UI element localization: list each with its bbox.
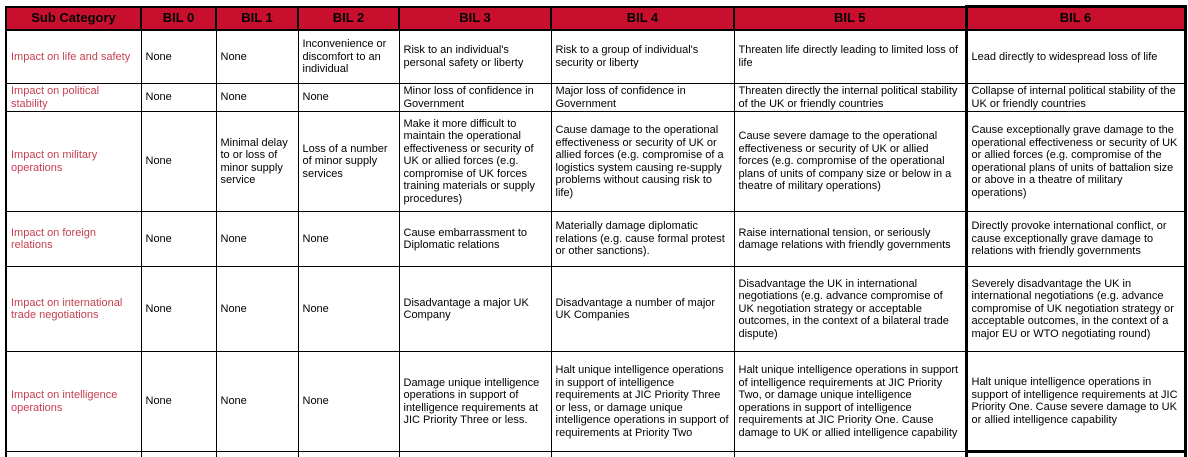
sliver-cell (298, 452, 399, 457)
row-label-life-and-safety: Impact on life and safety (6, 30, 141, 84)
bil-impact-table (5, 5, 1187, 457)
cell-military-bil5: Cause severe damage to the operational effectiveness or security of UK or allied forces (e.g. compromise of the operational plans of units of company size or below in a theatre of military operations) (734, 112, 966, 212)
cell-intel-bil3: Damage unique intelligence operations in support of intelligence requirements at JIC Priority Three or less. (399, 352, 551, 452)
cell-foreign-bil5: Raise international tension, or seriously damage relations with friendly governments (734, 212, 966, 267)
cell-foreign-bil0: None (141, 212, 216, 267)
cell-foreign-bil3: Cause embarrassment to Diplomatic relations (399, 212, 551, 267)
cell-intel-bil4: Halt unique intelligence operations in support of intelligence requirements at JIC Priority Three or less, or damage unique intelligence operations in support of requirements at Priority Two (551, 352, 734, 452)
row-label-military-operations: Impact on military operations (6, 112, 141, 212)
cell-military-bil3: Make it more difficult to maintain the operational effectiveness or security of UK or allied forces (e.g. compromise of UK forces training materials or supply procedures) (399, 112, 551, 212)
cell-trade-bil5: Disadvantage the UK in international negotiations (e.g. advance compromise of UK negotiation strategy or acceptable outcomes, in the context of a bilateral trade dispute) (734, 267, 966, 352)
table-row-cutoff-sliver (6, 452, 1185, 457)
table-row-trade-negotiations (6, 267, 1185, 352)
cell-military-bil6: Cause exceptionally grave damage to the operational effectiveness or security of UK or allied forces (e.g. compromise of the operational plans of units of battalion size or above in a theatre of military operations) (966, 112, 1185, 212)
column-header-bil-5: BIL 5 (734, 7, 966, 30)
cell-political-bil3: Minor loss of confidence in Government (399, 84, 551, 112)
column-header-bil-0: BIL 0 (141, 7, 216, 30)
cell-life-safety-bil1: None (216, 30, 298, 84)
cell-military-bil2: Loss of a number of minor supply services (298, 112, 399, 212)
table-header-row (6, 7, 1185, 30)
cell-intel-bil1: None (216, 352, 298, 452)
cell-political-bil2: None (298, 84, 399, 112)
sliver-cell (734, 452, 966, 457)
table-row-military-operations (6, 112, 1185, 212)
cell-life-safety-bil3: Risk to an individual's personal safety or liberty (399, 30, 551, 84)
sliver-cell (216, 452, 298, 457)
column-header-sub-category: Sub Category (6, 7, 141, 30)
column-header-bil-4: BIL 4 (551, 7, 734, 30)
cell-trade-bil2: None (298, 267, 399, 352)
cell-intel-bil5: Halt unique intelligence operations in support of intelligence requirements at JIC Priority Two, or damage unique intelligence operations in support of intelligence requirements at JIC Priority One. Cause damage to UK or allied intelligence capability (734, 352, 966, 452)
cell-life-safety-bil5: Threaten life directly leading to limited loss of life (734, 30, 966, 84)
cell-trade-bil4: Disadvantage a number of major UK Companies (551, 267, 734, 352)
cell-foreign-bil4: Materially damage diplomatic relations (e.g. cause formal protest or other sanctions). (551, 212, 734, 267)
sliver-cell (966, 452, 1185, 457)
cell-trade-bil6: Severely disadvantage the UK in international negotiations (e.g. advance compromise of UK negotiation strategy or acceptable outcomes, in the context of a major EU or WTO negotiating round) (966, 267, 1185, 352)
row-label-foreign-relations: Impact on foreign relations (6, 212, 141, 267)
column-header-bil-3: BIL 3 (399, 7, 551, 30)
table-row-foreign-relations (6, 212, 1185, 267)
table-row-life-and-safety (6, 30, 1185, 84)
cell-political-bil6: Collapse of internal political stability of the UK or friendly countries (966, 84, 1185, 112)
cell-military-bil4: Cause damage to the operational effectiveness or security of UK or allied forces (e.g. compromise of a logistics system causing re-supply problems without causing risk to life) (551, 112, 734, 212)
cell-political-bil4: Major loss of confidence in Government (551, 84, 734, 112)
sliver-cell (551, 452, 734, 457)
table-row-intelligence-operations (6, 352, 1185, 452)
cell-life-safety-bil0: None (141, 30, 216, 84)
cell-military-bil1: Minimal delay to or loss of minor supply service (216, 112, 298, 212)
cell-trade-bil0: None (141, 267, 216, 352)
cell-political-bil1: None (216, 84, 298, 112)
cell-trade-bil3: Disadvantage a major UK Company (399, 267, 551, 352)
cell-life-safety-bil6: Lead directly to widespread loss of life (966, 30, 1185, 84)
cell-intel-bil2: None (298, 352, 399, 452)
cell-intel-bil6: Halt unique intelligence operations in support of intelligence requirements at JIC Priority One. Cause severe damage to UK or allied intelligence capability (966, 352, 1185, 452)
cell-foreign-bil1: None (216, 212, 298, 267)
cell-political-bil0: None (141, 84, 216, 112)
cell-life-safety-bil2: Inconvenience or discomfort to an individual (298, 30, 399, 84)
cell-political-bil5: Threaten directly the internal political stability of the UK or friendly countries (734, 84, 966, 112)
cell-trade-bil1: None (216, 267, 298, 352)
cell-foreign-bil6: Directly provoke international conflict, or cause exceptionally grave damage to relations with friendly governments (966, 212, 1185, 267)
cell-foreign-bil2: None (298, 212, 399, 267)
sliver-cell (6, 452, 141, 457)
sliver-cell (399, 452, 551, 457)
cell-intel-bil0: None (141, 352, 216, 452)
column-header-bil-2: BIL 2 (298, 7, 399, 30)
row-label-political-stability: Impact on political stability (6, 84, 141, 112)
column-header-bil-6: BIL 6 (966, 7, 1185, 30)
table-row-political-stability (6, 84, 1185, 112)
cell-military-bil0: None (141, 112, 216, 212)
row-label-intelligence-operations: Impact on intelligence operations (6, 352, 141, 452)
cell-life-safety-bil4: Risk to a group of individual's security or liberty (551, 30, 734, 84)
column-header-bil-1: BIL 1 (216, 7, 298, 30)
sliver-cell (141, 452, 216, 457)
row-label-trade-negotiations: Impact on international trade negotiations (6, 267, 141, 352)
